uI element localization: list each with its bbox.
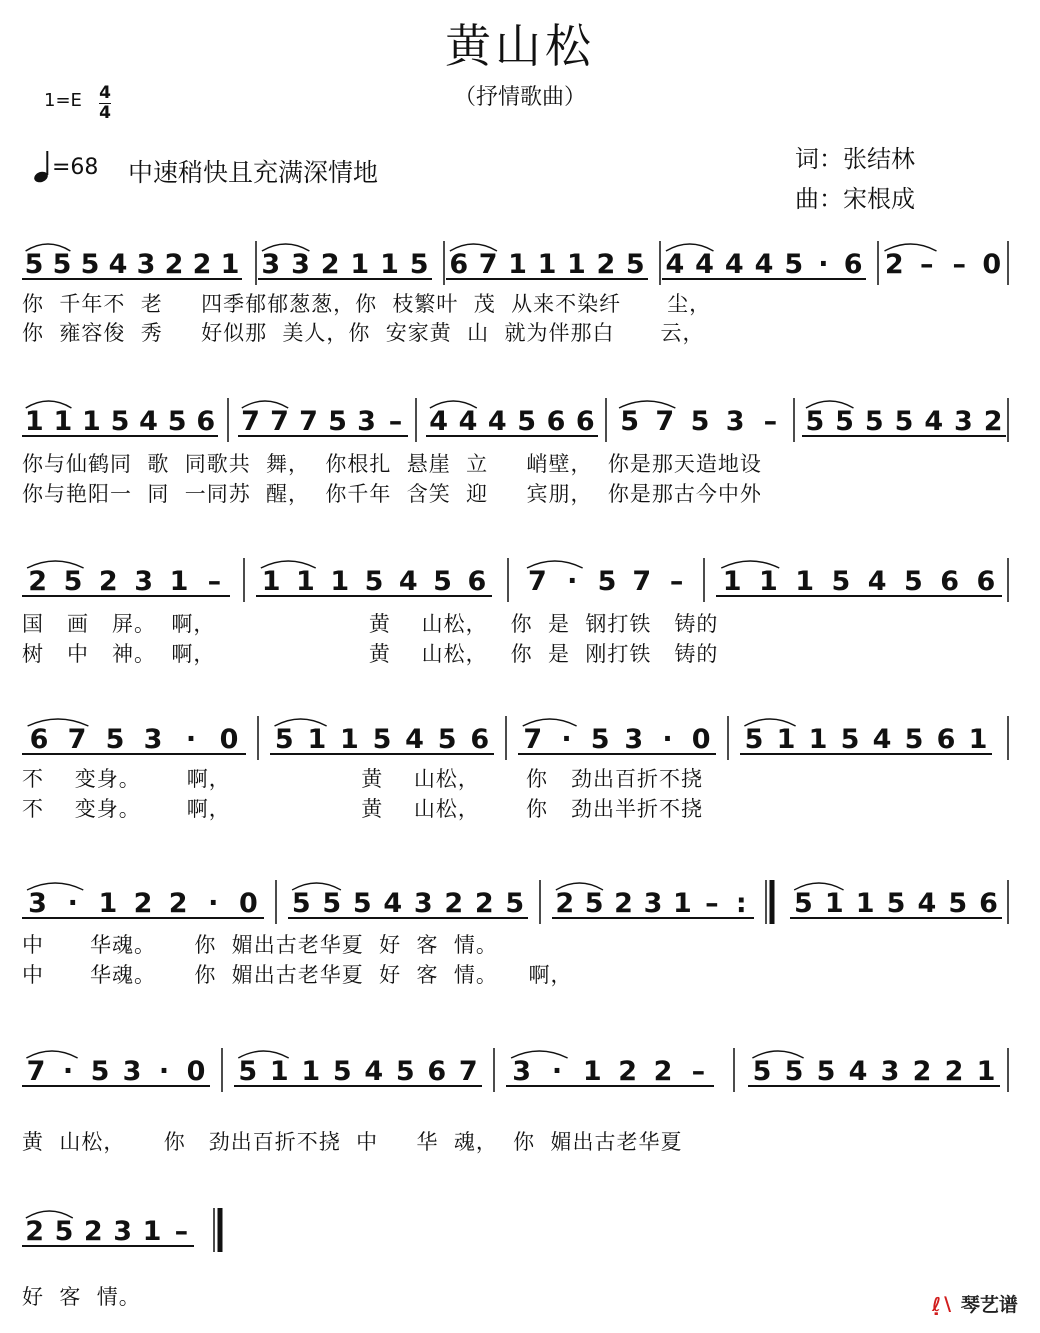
note: 1	[98, 888, 118, 919]
note: 1	[976, 1056, 996, 1087]
system-2	[22, 398, 1008, 442]
note: 1	[301, 1056, 321, 1087]
note: 5	[752, 1056, 772, 1087]
note: 4	[867, 566, 887, 597]
note: 6	[979, 888, 998, 919]
note: ·	[818, 249, 829, 280]
note: ·	[185, 724, 197, 755]
note: 5	[52, 249, 72, 280]
note: 7	[528, 566, 547, 597]
note: –	[174, 1216, 189, 1247]
lyric-line: 好 客 情。	[22, 1285, 141, 1309]
note: 4	[848, 1056, 868, 1087]
note: 1	[296, 566, 315, 597]
note: 3	[512, 1056, 532, 1087]
note: 7	[478, 249, 498, 280]
note: –	[920, 249, 934, 280]
tempo-value: =68	[52, 155, 99, 180]
note: 4	[754, 249, 774, 280]
note: 1	[169, 566, 189, 597]
note: 6	[843, 249, 863, 280]
note: 1	[350, 249, 370, 280]
note: 1	[758, 566, 778, 597]
lyric-line: 黄 山松， 你 劲出百折不挠 中 华 魂， 你 媚出古老华夏	[22, 1130, 683, 1154]
note: 4	[924, 406, 944, 437]
key-signature: 1=E	[44, 90, 82, 111]
note: 4	[917, 888, 937, 919]
note: 3	[413, 888, 433, 919]
note: 5	[105, 724, 125, 755]
note: 2	[983, 406, 1003, 437]
note: 1	[340, 724, 359, 755]
note: 1	[776, 724, 796, 755]
note: 3	[954, 406, 973, 437]
note: 5	[437, 724, 457, 755]
song-title: 黄山松	[445, 19, 595, 73]
note: 5	[744, 724, 764, 755]
note: 1	[269, 1056, 289, 1087]
note: 2	[133, 888, 153, 919]
note: 4	[383, 888, 403, 919]
note: 5	[54, 1216, 74, 1247]
note: 5	[238, 1056, 258, 1087]
note: 5	[794, 888, 813, 919]
note: 6	[470, 724, 490, 755]
note: 5	[90, 1056, 110, 1087]
note: –	[669, 566, 684, 597]
time-signature-top: 4	[99, 83, 111, 103]
note: 5	[805, 406, 825, 437]
note: 5	[620, 406, 639, 437]
note: 4	[429, 406, 449, 437]
note: 4	[872, 724, 892, 755]
lyric-line: 中 华魂。 你 媚出古老华夏 好 客 情。	[22, 933, 498, 957]
note: ·	[567, 566, 578, 597]
note: 4	[398, 566, 418, 597]
note: 5	[948, 888, 968, 919]
note: 5	[886, 888, 906, 919]
note: –	[952, 249, 966, 280]
note: 5	[372, 724, 392, 755]
note: 1	[330, 566, 350, 597]
lyric-line: 你 雍容俊 秀 好似那 美人，你 安家黄 山 就为伴那白 云，	[22, 321, 705, 345]
note: 3	[28, 888, 47, 919]
note: 1	[220, 249, 240, 280]
note: 3	[261, 249, 281, 280]
lyric-line: 你 千年不 老 四季郁郁葱葱，你 枝繁叶 茂 从来不染纤 尘，	[22, 292, 712, 316]
watermark-logo	[932, 1290, 1018, 1317]
note: 0	[186, 1056, 206, 1087]
note: 5	[597, 566, 617, 597]
note: –	[388, 406, 403, 437]
lyric-line: 不 变身。 啊， 黄 山松， 你 劲出百折不挠	[22, 767, 704, 791]
note: 1	[582, 1056, 602, 1087]
note: 5	[517, 406, 537, 437]
note: 6	[976, 566, 996, 597]
note: 2	[168, 888, 188, 919]
note: 5	[690, 406, 710, 437]
note: 6	[449, 249, 469, 280]
logo-mark-icon: ℓ̣∖	[932, 1294, 955, 1316]
note: 2	[614, 888, 633, 919]
note: 2	[555, 888, 575, 919]
note: 1	[968, 724, 988, 755]
note: 5	[816, 1056, 836, 1087]
note: 5	[395, 1056, 415, 1087]
note: 4	[364, 1056, 384, 1087]
note: 2	[653, 1056, 673, 1087]
note: 3	[880, 1056, 900, 1087]
note: 2	[944, 1056, 964, 1087]
note: 5	[831, 566, 851, 597]
tempo-description: 中速稍快且充满深情地	[128, 158, 379, 187]
lyric-line: 不 变身。 啊， 黄 山松， 你 劲出半折不挠	[22, 797, 704, 821]
note: 1	[307, 724, 327, 755]
note: 6	[427, 1056, 447, 1087]
note: 3	[357, 406, 376, 437]
note: 5	[332, 1056, 352, 1087]
note: 1	[24, 406, 44, 437]
note: 3	[122, 1056, 142, 1087]
note: 4	[108, 249, 128, 280]
system-3	[22, 558, 1008, 602]
note: 5	[784, 249, 804, 280]
note: 1	[855, 888, 875, 919]
note: 5	[903, 566, 923, 597]
note: 3	[643, 888, 663, 919]
note: 6	[196, 406, 216, 437]
note: 1	[567, 249, 586, 280]
note: 0	[982, 249, 1002, 280]
note: ·	[662, 724, 673, 755]
note: 2	[83, 1216, 103, 1247]
system-7	[22, 1208, 220, 1252]
system-6	[22, 1048, 1008, 1092]
note: –	[763, 406, 778, 437]
note: 5	[584, 888, 604, 919]
note: 5	[835, 406, 854, 437]
note: 5	[291, 888, 311, 919]
system-5	[22, 880, 1008, 924]
note: 6	[936, 724, 956, 755]
note: 3	[134, 566, 154, 597]
note: 2	[884, 249, 904, 280]
note: 5	[409, 249, 429, 280]
lyricist-credit: 词：张结林	[795, 145, 915, 173]
note: 4	[665, 249, 685, 280]
note: 1	[142, 1216, 162, 1247]
note: ·	[561, 724, 572, 755]
note: 5	[864, 406, 884, 437]
note: ·	[551, 1056, 563, 1087]
note: 3	[291, 249, 310, 280]
note: 1	[261, 566, 281, 597]
song-subtitle: （抒情歌曲）	[453, 85, 586, 110]
note: 6	[575, 406, 595, 437]
note: ·	[67, 888, 78, 919]
note: 1	[673, 888, 692, 919]
lyric-line: 国 画 屏。 啊， 黄 山松， 你 是 钢打铁 铸的	[22, 612, 719, 636]
note: 4	[139, 406, 158, 437]
note: 2	[164, 249, 184, 280]
note: 6	[546, 406, 566, 437]
note: 3	[143, 724, 163, 755]
note: 7	[458, 1056, 478, 1087]
note: 2	[596, 249, 616, 280]
note: 7	[67, 724, 87, 755]
note: 6	[29, 724, 49, 755]
note: 1	[808, 724, 828, 755]
note: 5	[80, 249, 100, 280]
note: 1	[380, 249, 399, 280]
note: 3	[113, 1216, 133, 1247]
system-1	[22, 241, 1008, 285]
note: 2	[618, 1056, 638, 1087]
note: 2	[444, 888, 464, 919]
note: 3	[725, 406, 745, 437]
note: 7	[655, 406, 675, 437]
note: 5	[784, 1056, 804, 1087]
note: 7	[270, 406, 289, 437]
note: 1	[82, 406, 101, 437]
note: 4	[695, 249, 714, 280]
note: 7	[523, 724, 543, 755]
note: 1	[795, 566, 815, 597]
note: 5	[110, 406, 130, 437]
note: 2	[474, 888, 494, 919]
note: 1	[53, 406, 73, 437]
composer-credit: 曲：宋根成	[795, 185, 915, 213]
note: :	[735, 888, 747, 919]
note: 5	[352, 888, 372, 919]
note: 2	[192, 249, 212, 280]
note: 5	[904, 724, 924, 755]
note: 5	[433, 566, 452, 597]
note: –	[691, 1056, 706, 1087]
note: 2	[912, 1056, 932, 1087]
note: 7	[632, 566, 652, 597]
note: –	[207, 566, 222, 597]
note: 0	[691, 724, 711, 755]
note: 0	[239, 888, 258, 919]
note: 4	[487, 406, 507, 437]
note: 5	[24, 249, 44, 280]
note: 1	[508, 249, 527, 280]
note: 5	[894, 406, 914, 437]
note: 0	[219, 724, 239, 755]
note: 5	[505, 888, 525, 919]
note: 2	[98, 566, 118, 597]
note: 4	[724, 249, 744, 280]
note: 4	[405, 724, 424, 755]
note: 7	[299, 406, 318, 437]
note: –	[705, 888, 719, 919]
note: 1	[722, 566, 742, 597]
lyric-line: 你与艳阳一 同 一同苏 醒， 你千年 含笑 迎 宾朋， 你是那古今中外	[22, 482, 762, 506]
time-signature-bottom: 4	[99, 103, 111, 123]
note: ·	[208, 888, 219, 919]
note: 5	[322, 888, 342, 919]
note: 2	[28, 566, 48, 597]
note: 5	[590, 724, 610, 755]
note: 7	[241, 406, 260, 437]
note: 3	[624, 724, 644, 755]
note: 5	[840, 724, 860, 755]
system-4	[22, 716, 1008, 760]
note: 4	[458, 406, 478, 437]
lyric-line: 你与仙鹤同 歌 同歌共 舞， 你根扎 悬崖 立 峭壁， 你是那天造地设	[22, 452, 762, 476]
note: 1	[824, 888, 844, 919]
note: 2	[320, 249, 340, 280]
note: 5	[364, 566, 384, 597]
note: ·	[62, 1056, 74, 1087]
note: 5	[167, 406, 187, 437]
note: 5	[328, 406, 347, 437]
note: 5	[63, 566, 83, 597]
note: 5	[625, 249, 645, 280]
lyric-line: 树 中 神。 啊， 黄 山松， 你 是 刚打铁 铸的	[22, 642, 719, 666]
note: 6	[940, 566, 960, 597]
note: 5	[274, 724, 294, 755]
note: 7	[26, 1056, 46, 1087]
note: 3	[136, 249, 156, 280]
note: 6	[467, 566, 487, 597]
watermark-text: 琴艺谱	[960, 1294, 1018, 1316]
note: 2	[25, 1216, 45, 1247]
note: 1	[537, 249, 557, 280]
note: ·	[158, 1056, 170, 1087]
lyric-line: 中 华魂。 你 媚出古老华夏 好 客 情。 啊，	[22, 963, 573, 987]
